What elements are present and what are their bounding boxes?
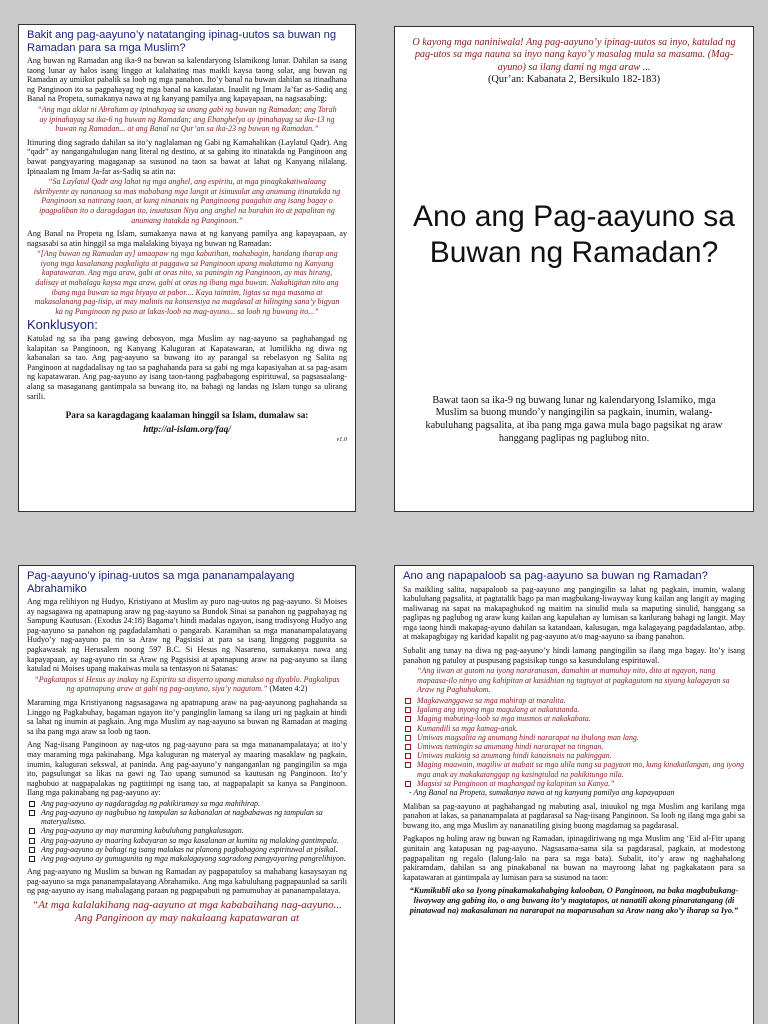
cover-title: Ano ang Pag-aayuno sa Buwan ng Ramadan? xyxy=(413,199,735,269)
list-item: Maging mabuting-loob sa mga musmos at nakakabata. xyxy=(403,714,745,723)
heading-what-fasting: Ano ang napapaloob sa pag-aayuno sa buwan ng Ramadan? xyxy=(403,570,708,582)
paragraph: Ang Nag-iisang Panginoon ay nag-utos ng pag-aayuno para sa mga mananampalataya; at ito’y may maraming mga pakinabang. Mga kaluguran ng materyal ay maaring masaklaw ng pagkain, inumin, kaluguran sekswal, at paninda. Ang pag-aayuno’y nanganganlan ng pangingilin sa mga ito, pagsulungat sa likas na gawi ng Tao upang sumunod sa kautusan ng Panginoon. Ito’y nagbubuo at nagpapalakas ng pagtitimpi ng isang tao, at nagpapalapit sa kanya sa Panginoon. Ilang mga pakinabang ng pag-aayuno ay: xyxy=(27,740,347,798)
version-label: v1.0 xyxy=(336,436,347,444)
quran-reference: (Qur’an: Kabanata 2, Bersikulo 182-183) xyxy=(487,74,661,86)
cover-intro: Bawat taon sa ika-9 ng buwang lunar ng kalendaryong Islamiko, mga Muslim sa buong mundo’y nangingilin sa pagkain, inumin, walang-kabuluhang pagsalita, at iba pang mga gawa mula bago pagsikat ng araw hanggang paglipas ng paglubog nito. xyxy=(425,394,723,444)
conduct-list xyxy=(403,696,745,788)
quote: “Ang iiwan at gutom na iyong nararanasan, damahin at mamuhay nito, dito at ngayon, nang mapaasa-ilo ninyo ang kahipitan at kasidhian ng tagtuyot at pagkagutom na siyang kalagayan sa Araw ng Paghuhukom. xyxy=(417,666,730,695)
final-quote: “Kumikubli ako sa Iyong pinakamakahabging kalooban, O Panginoon, na baka magbubukang-liwayway ang gabing ito, o ang buwang ito’y magtatapos, at nanatili akong pinaratangang (di pinatawad na) makasalanan na nararapat na maparusahan sa Araw nang ako’y iharap sa Iyo.” xyxy=(409,886,739,915)
list-item: Ang pag-aayuno ay nagbubuo ng tampulan sa kabanalan at nagbabawas ng tampulan sa materyalismo. xyxy=(27,808,347,826)
quran-quote: O kayong mga naniniwala! Ang pag-aayuno’y ipinag-uutos sa inyo, katulad ng pag-utos sa mga nauna sa inyo nang kayo’y masalag mula sa masama. (Mag-ayuno) sa ilang dami ng mga araw ... xyxy=(412,37,736,73)
quote: “Ang mga aklat ni Abraham ay ipinahayag sa unang gabi ng buwan ng Ramadan; ang Torah ay ipinahayag sa ika-6 ng buwan ng Ramadan; ang Ebanghelyo ay ipinahayag sa ika-13 ng buwan ng Ramadan... at ang Banal na Qur’an sa ika-23 ng buwan ng Ramadan.” xyxy=(37,104,337,134)
list-item: Kumandili sa mga kamag-anak. xyxy=(403,724,745,733)
quote: “At mga kalalakihang nag-aayuno at mga kababaihang nag-aayuno... Ang Panginoon ay may nakalaang kapatawaran at xyxy=(32,899,342,924)
list-item: Ang pag-aayuno ay may maraming kabuluhang pangkalusugan. xyxy=(27,826,347,835)
quote: “[Ang buwan ng Ramadan ay] umaapaw ng mga kabutihan, mahabagin, handang iharap ang iyong mga kasalanang pagkaligta at paggawa sa Panginoon upang makatamo ng Kanyang kapatawaran. Ang mga araw, gabi at oras nito, sa paningin ng Panginoon, ay mas hirang, dalisay at mahalaga kaysa mga araw, gabi at oras ng ibang mga buwan. Nakahigitan nito ang ibang mga buwan sa mga biyaya at pabor.... Kaya taimtim, ligtas sa mga masama at makasalanang pag-iisip, at may malinis na konsensiya na magdasal at hilinging sana’y bigyan ka ng Panginoon ng puso at lakas-loob na mag-ayuno... sa loob ng buwang ito...” xyxy=(34,249,340,316)
quote-reference: (Mateo 4:2) xyxy=(267,684,308,694)
paragraph: Ang Banal na Propeta ng Islam, sumakanya nawa at ng kanyang pamilya ang kapayapaan, ay nagsasabi sa atin hinggil sa mga malalaking biyaya ng buwan ng Ramadan: xyxy=(27,229,347,248)
heading-why-ramadan: Bakit ang pag-aayuno’y natatanging ipinag-uutos sa buwan ng Ramadan para sa mga Muslim? xyxy=(27,29,337,54)
attribution: - Ang Banal na Propeta, sumakanya nawa at ng kanyang pamilya ang kapayapaan xyxy=(409,788,675,798)
panel-cover xyxy=(394,26,754,512)
list-item: Ang pag-aayuno ay maaring kabayaran sa mga kasalanan at kumita ng malaking gantimpala. xyxy=(27,836,347,845)
paragraph: Ang pag-aayuno ng Muslim sa buwan ng Ramadan ay pagpapatuloy sa mahabang kasaysayan ng pag-aayuno sa mga pananampalatayang Abrahamiko. Ang mga kabuluhang pagpapaunlad sa sarili ng pag-aayuno ay isang mahalagang paraan ng pagpapabuti ng pamumuhay at pananampalataya. xyxy=(27,867,347,896)
paragraph: Ang mga relihiyon ng Hudyo, Kristiyano at Muslim ay puro nag-uutos ng pag-aayuno. Si Moises ay nagsagawa ng apatnapung araw ng pag-aayuno sa Bundok Sinai sa panahon ng pagpahayag ng Sampung Kautusan. (Exodus 24:18) Bagama’t hindi madalas ngayon, isang tradisyong Hudyo ang pag-aayuno sa panahon ng pagdadalamhati o pangarab. Karamihan sa mga mananampalatayang Hudyo’y nag-aayuno pa rin sa Araw ng Pagsisisi at para sa isang linggong paggunita sa pagkawasak ng Herusalem noong 597 B.C. Si Hesus ng Nasareno, sumakanya nawa ang kapayapaan, ay nag-ayuno rin sa Araw ng Pagsisisi at apatnapung araw na pag-aayuno sa ilang katulad ni Moises upang makaiwas mula sa tentasyon ni Satanas: xyxy=(27,597,347,674)
list-item: Maging maawain, magiliw at mabait sa mga ulila nang sa pagyaon mo, kung kinakailangan, ang iyong mga anak ay makakatanggap ng kasingtulad na pakikitungo nila. xyxy=(403,760,745,778)
paragraph: Katulad ng sa iba pang gawing debosyon, mga Muslim ay nag-aayuno sa paghahangad ng kalapitan sa Panginoon, ng Kanyang Kaluguran at Kapatawaran, at lumilikha ng diwa ng kabanalan sa tao. Ang pag-aayuno sa buwang ito ay parangal sa rebelasyon ng Salita ng Panginoon at nagdadalisay ng tao sa paghahanda para sa gabi ng mga kapasiyahan at sa pag-asam ng kapatawaran. Ang pag-aayuno ay isang taon-taong pagbabagong espirituwal, sa pagsasaalang-alang sa masaganang gantimpala sa buwang ito, na bahagi ng landas ng Islam tungo sa ulirang sarili. xyxy=(27,333,347,401)
heading-abrahamic: Pag-aayuno’y ipinag-uutos sa mga pananampalayang Abrahamiko xyxy=(27,570,295,595)
list-item: Umiwas makinig sa anumang hindi kanaisnais na pakinggan. xyxy=(403,751,745,760)
paragraph: Itinuring ding sagrado dahilan sa ito’y naglalaman ng Gabi ng Kamahalikan (Laylatul Qadr). Ang “qadr” ay nangangahulugan nang literal ng destino, at sa gabing ito itinatakda ng Panginoon ang bawat pangyayaring magaganap sa susunod na taon sa bawat at lahat ng Kanyang nilalang. Ipinaalam ng Imam Ja-far as-Sadiq sa atin na: xyxy=(27,137,347,176)
list-item: Ang pag-aayuno ay nagdaragdag ng pakikiramay sa mga mahihirap. xyxy=(27,799,347,808)
heading-conclusion: Konklusyon: xyxy=(27,317,98,333)
quote: “Sa Laylatul Qadr ang lahat ng mga anghel, ang espiritu, at mga pinagkakatiwalaang iskribyente ay nananaog sa mas mababang mga langit at isinusulat ang anumang itinatakda ng Panginoon sa natirang taon, at kung ninanais ng Panginoong paagahin ang isang bagay o ipagpaliban ito o daragdagan ito, inuutusan Niya ang anghel na burahin ito at papalitan ng anumang itatakda ng Panginoon.” xyxy=(33,177,341,225)
paragraph: Ang buwan ng Ramadan ang ika-9 na buwan sa kalendaryong Islamikong lunar. Dahilan sa isang taong lunar ay halos isang linggo at kalahating mas maikli kaysa taong solar, ang buwan ng Ramadan ay umiikot pabalik sa loob ng mga panahon. Ito’y banal na buwan dahilan sa itinadhana ng Panginoon ito sa pagpahayag ng mga banal na kasulatan. Inaulit ng Imam Ja’far as-Sadiq ang Banal na Propeta, sumakanya nawa at ng kanyang pamilya ang kapayapaan, na nagsasabing: xyxy=(27,56,347,104)
website-link[interactable]: http://al-islam.org/faq/ xyxy=(143,425,231,436)
list-item: Umiwas magsalita ng anumang hindi nararapat na ibulong man lang. xyxy=(403,733,745,742)
benefits-list xyxy=(27,799,347,863)
quote-text: “Pagkatapos si Hesus ay inakay ng Espiritu sa disyerto upang matukso ng diyablo. Pagkalipas ng apatnapung araw at gabi ng pag-aayuno, siya’y nagutom.” xyxy=(34,674,340,694)
list-item: Ang pag-aayuno ay gumugunita ng mga makalagayong sagradong pangyayaring pangrelihiyon. xyxy=(27,854,347,863)
panel-abrahamic xyxy=(18,565,356,1024)
list-item: Umiwas tumingin sa anumang hindi nararapat na tingnan. xyxy=(403,742,745,751)
quote xyxy=(33,675,341,694)
call-to-action: Para sa karagdagang kaalaman hinggil sa Islam, dumalaw sa: xyxy=(65,410,309,421)
list-item: Magsisi sa Panginoon at maghangad ng kalapitan sa Kanya.” xyxy=(403,779,745,788)
paragraph: Subalit ang tunay na diwa ng pag-aayuno’y hindi lamang pangingilin sa ilang mga bagay. Ito’y isang panahon ng patuloy at puspusang pagsisikap tungo sa kasundulang espirituwal. xyxy=(403,646,745,665)
list-item: Igalang ang inyong mga magulang at nakatatanda. xyxy=(403,705,745,714)
paragraph: Pagkapos ng huling araw ng buwan ng Ramadan, ipinagdiriwang ng mga Muslim ang ‘Eid al-Fitr upang gunitain ang katapusan ng pag-aayuno. Nagsasama-sama sila sa pagdarasal, pagkain, at modestong pagpapalitan ng regalo (lalung-lalo na para sa mga bata). Subalit, ito’y araw ng naghahalong pakiramdam, dahilan sa ang pinakabanal na buwan na mayroong lahat ng pagkakataon para sa kapatawaran at gantimpala ay lumisan para sa susunod na taon: xyxy=(403,834,745,882)
panel-why-ramadan xyxy=(18,24,356,512)
list-item: Ang pag-aayuno ay bahagi ng isang malakas na planong pagbabagong espirituwal at pisikal. xyxy=(27,845,347,854)
list-item: Magkawanggawa sa mga mahirap at maralita. xyxy=(403,696,745,705)
paragraph: Sa maikling salita, napapaloob sa pag-aayuno ang pangingilin sa lahat ng pagkain, inumin, walang kabuluhang pagsalita, at pagtatalik bago pa man magbukang-liwayway kung kailan ang langit ay maging maliwanag na sapat na makapagbukod ng maitim na sinulid mula sa maputing sinulid, hanggang sa paglipas ng paglubog ng araw kung kailan ang kapulahan ay lumisan sa kanlurang bahagi ng langit. May mga taong hindi makapag-ayuno dahilan sa katandaan, kalusugan, mga kalagayang pagdadalantao, atbp. at makapagbigay ng karidad kapalit ng pag-aayuno at/o mag-aayuno sa ibang panahon. xyxy=(403,584,745,642)
paragraph: Maraming mga Kristiyanong nagsasagawa ng apatnapung araw na pag-aayunong paghahanda sa Linggo ng Pagkabuhay, bagaman ngayon ito’y panginglin lamang sa ilang uri ng pagkain at hindi sa lahat ng inumin at pagkain. Ang mga Muslim ay nag-aayuno sa buwan ng Ramadan at maging sa iba pang mga araw sa loob ng taon. xyxy=(27,697,347,736)
paragraph: Maliban sa pag-aayuno at paghahangad ng mabuting asal, iniuukol ng mga Muslim ang karilang mga panahon at lakas, sa pananampalata at pagdarasal sa Nag-iisang Panginoon. Sa loob ng ilang mga gabi sa buwang ito, ang mga Muslim ay nananatiling gising buong magdamag sa pagdarasal. xyxy=(403,801,745,830)
panel-what-fasting xyxy=(394,565,754,1024)
